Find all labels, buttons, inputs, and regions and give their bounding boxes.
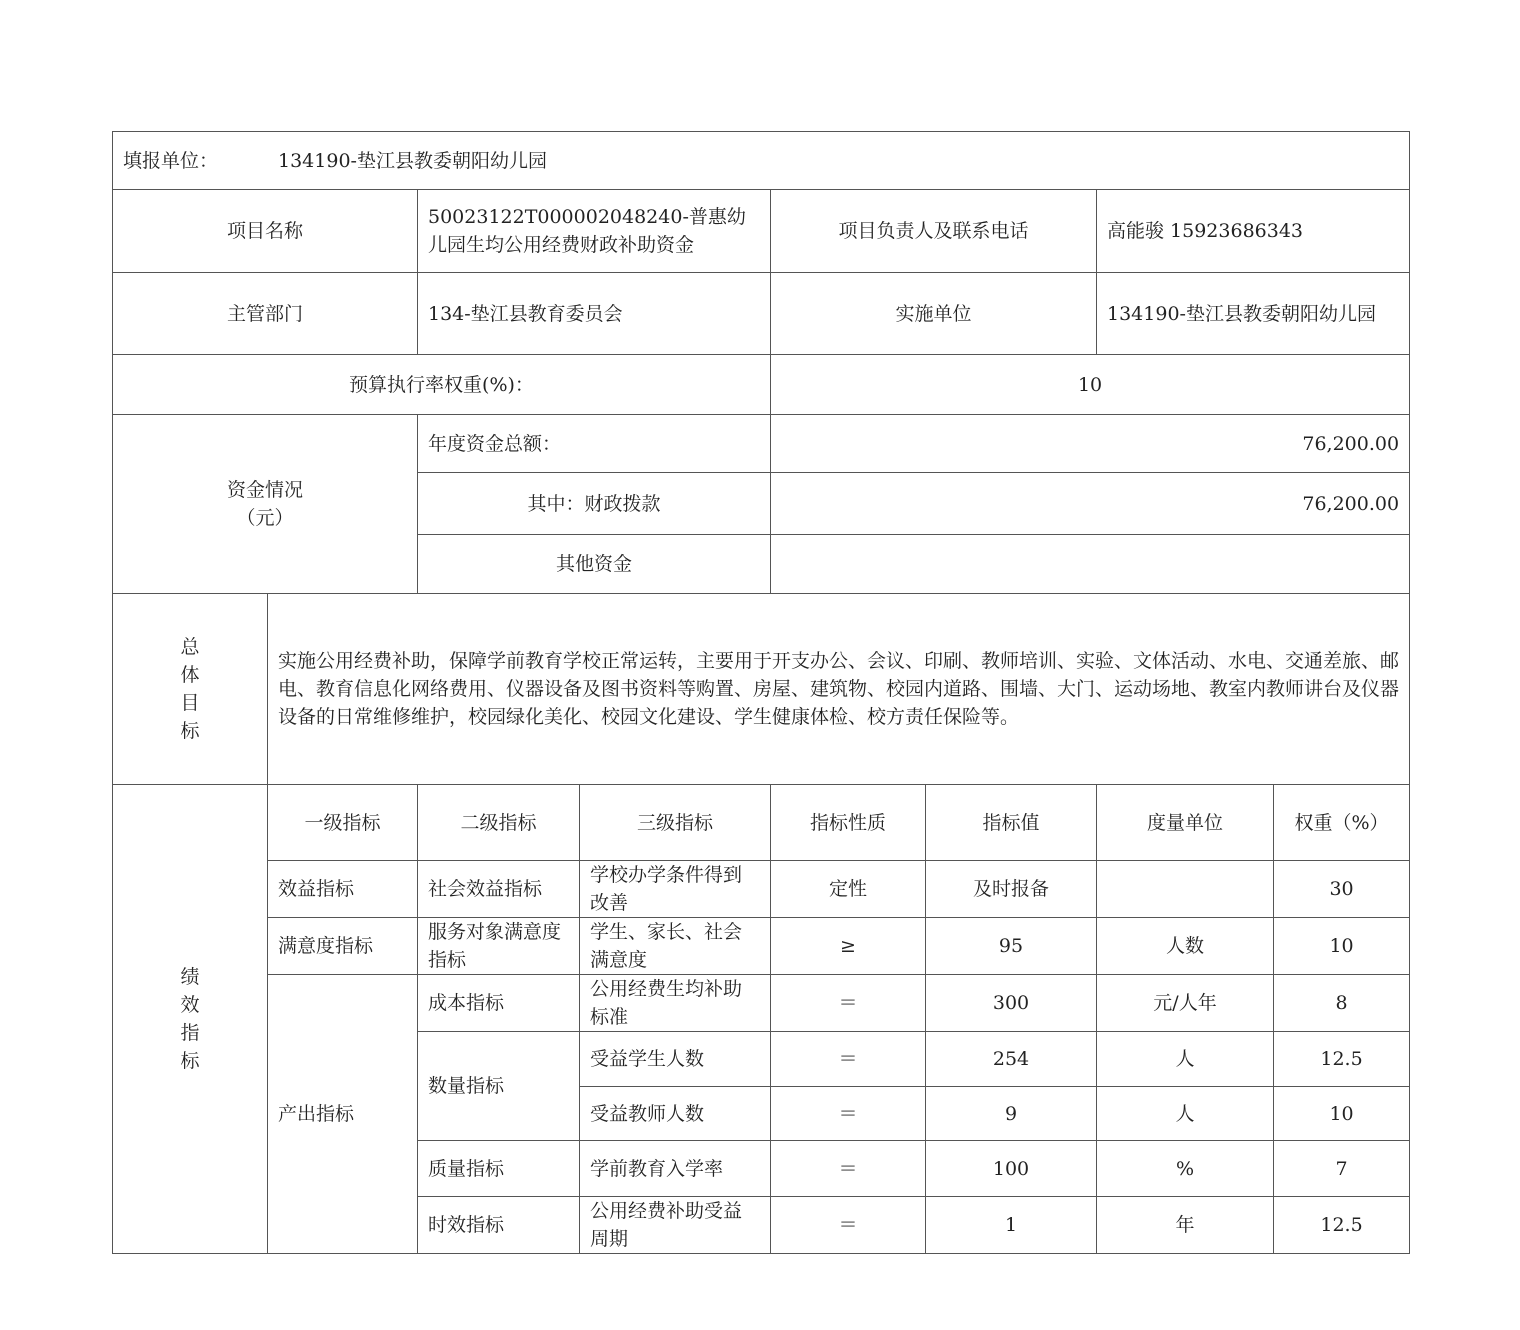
goal-label	[113, 594, 268, 785]
indicator-nature: ＝	[771, 1197, 926, 1254]
table-row	[113, 918, 1410, 975]
funds-other-value	[771, 535, 1410, 594]
indicator-l2: 成本指标	[418, 975, 580, 1032]
indicator-unit	[1097, 861, 1274, 918]
impl-unit-label: 实施单位	[771, 273, 1097, 355]
funds-other-label: 其他资金	[418, 535, 771, 594]
indicator-nature: ＝	[771, 975, 926, 1032]
indicator-weight: 12.5	[1274, 1197, 1410, 1254]
indicator-l2: 时效指标	[418, 1197, 580, 1254]
indicator-l2: 社会效益指标	[418, 861, 580, 918]
indicator-l1: 满意度指标	[268, 918, 418, 975]
col-header-l2: 二级指标	[418, 785, 580, 861]
goal-label-text: 总体目标	[180, 636, 200, 742]
indicator-nature: ＝	[771, 1141, 926, 1197]
indicator-nature: ＝	[771, 1032, 926, 1087]
perf-header-row	[113, 785, 1410, 861]
indicator-weight: 7	[1274, 1141, 1410, 1197]
indicator-weight: 10	[1274, 1087, 1410, 1141]
col-header-nature: 指标性质	[771, 785, 926, 861]
project-leader-label: 项目负责人及联系电话	[771, 190, 1097, 273]
indicator-value: 9	[926, 1087, 1097, 1141]
indicator-nature: ≥	[771, 918, 926, 975]
project-name-value: 50023122T000002048240-普惠幼儿园生均公用经费财政补助资金	[418, 190, 771, 273]
funds-label	[113, 415, 418, 594]
fill-unit-value: 134190-垫江县教委朝阳幼儿园	[278, 149, 547, 172]
indicator-weight: 8	[1274, 975, 1410, 1032]
budget-row	[113, 355, 1410, 415]
col-header-value: 指标值	[926, 785, 1097, 861]
indicator-l3: 学生、家长、社会满意度	[580, 918, 771, 975]
indicator-l2: 服务对象满意度指标	[418, 918, 580, 975]
indicator-l3: 学校办学条件得到改善	[580, 861, 771, 918]
dept-row	[113, 273, 1410, 355]
indicator-l3: 受益学生人数	[580, 1032, 771, 1087]
indicator-value: 100	[926, 1141, 1097, 1197]
indicator-unit: 人	[1097, 1087, 1274, 1141]
indicator-nature: ＝	[771, 1087, 926, 1141]
project-row	[113, 190, 1410, 273]
project-name-label: 项目名称	[113, 190, 418, 273]
goal-row	[113, 594, 1410, 785]
indicator-l3: 公用经费补助受益周期	[580, 1197, 771, 1254]
indicator-unit: 元/人年	[1097, 975, 1274, 1032]
col-header-l1: 一级指标	[268, 785, 418, 861]
indicator-unit: %	[1097, 1141, 1274, 1197]
indicator-unit: 人数	[1097, 918, 1274, 975]
indicator-l1: 产出指标	[268, 975, 418, 1254]
budget-weight-label: 预算执行率权重(%)：	[113, 355, 771, 415]
indicator-l2: 数量指标	[418, 1032, 580, 1141]
funds-fiscal-label: 其中：财政拨款	[418, 473, 771, 535]
indicator-unit: 人	[1097, 1032, 1274, 1087]
fill-unit-cell	[113, 132, 1410, 190]
col-header-weight: 权重（%）	[1274, 785, 1410, 861]
funds-label-text: 资金情况（元）	[226, 479, 303, 529]
table-row	[113, 861, 1410, 918]
funds-fiscal-value: 76,200.00	[771, 473, 1410, 535]
budget-weight-value: 10	[771, 355, 1410, 415]
indicator-weight: 10	[1274, 918, 1410, 975]
indicator-weight: 30	[1274, 861, 1410, 918]
project-leader-value: 高能骏 15923686343	[1097, 190, 1410, 273]
indicator-weight: 12.5	[1274, 1032, 1410, 1087]
indicator-value: 254	[926, 1032, 1097, 1087]
goal-text: 实施公用经费补助，保障学前教育学校正常运转，主要用于开支办公、会议、印刷、教师培训、实验、文体活动、水电、交通差旅、邮电、教育信息化网络费用、仪器设备及图书资料等购置、房屋、建筑物、校园内道路、围墙、大门、运动场地、教室内教师讲台及仪器设备的日常维修维护，校园绿化美化、校园文化建设、学生健康体检、校方责任保险等。	[268, 594, 1410, 785]
indicator-value: 及时报备	[926, 861, 1097, 918]
col-header-unit: 度量单位	[1097, 785, 1274, 861]
indicator-l2: 质量指标	[418, 1141, 580, 1197]
indicator-l3: 公用经费生均补助标准	[580, 975, 771, 1032]
performance-target-form	[112, 131, 1410, 1254]
fill-unit-label: 填报单位：	[123, 149, 219, 172]
dept-value: 134-垫江县教育委员会	[418, 273, 771, 355]
perf-label	[113, 785, 268, 1254]
funds-total-label: 年度资金总额：	[418, 415, 771, 473]
fill-unit-row	[113, 132, 1410, 190]
indicator-unit: 年	[1097, 1197, 1274, 1254]
funds-total-row	[113, 415, 1410, 473]
col-header-l3: 三级指标	[580, 785, 771, 861]
dept-label: 主管部门	[113, 273, 418, 355]
impl-unit-value: 134190-垫江县教委朝阳幼儿园	[1097, 273, 1410, 355]
table-row	[113, 975, 1410, 1032]
perf-label-text: 绩效指标	[180, 966, 200, 1072]
indicator-value: 1	[926, 1197, 1097, 1254]
funds-total-value: 76,200.00	[771, 415, 1410, 473]
indicator-l3: 学前教育入学率	[580, 1141, 771, 1197]
indicator-nature: 定性	[771, 861, 926, 918]
indicator-l3: 受益教师人数	[580, 1087, 771, 1141]
indicator-value: 95	[926, 918, 1097, 975]
indicator-value: 300	[926, 975, 1097, 1032]
indicator-l1: 效益指标	[268, 861, 418, 918]
